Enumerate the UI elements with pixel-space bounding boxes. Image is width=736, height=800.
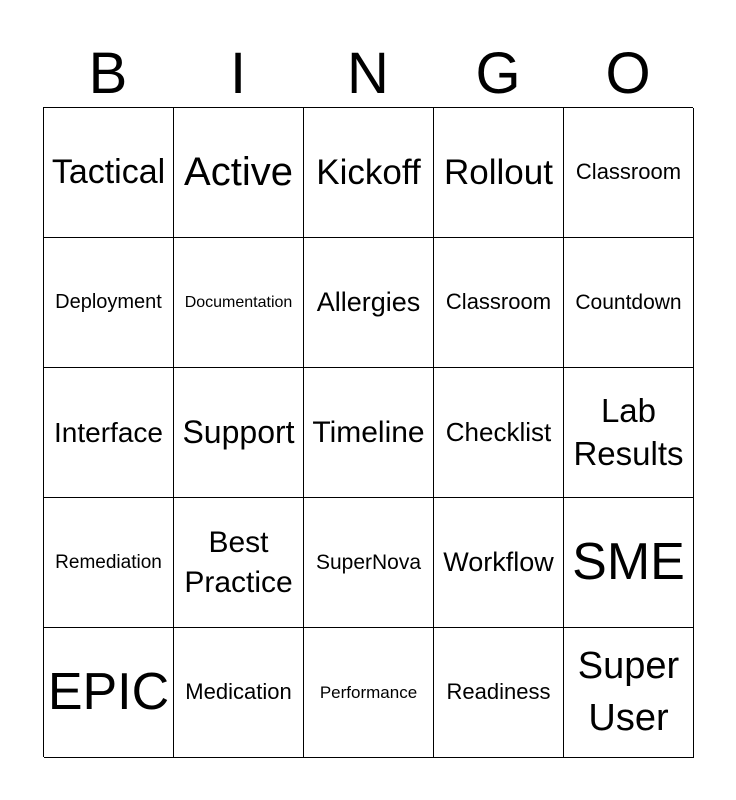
cell-label: Deployment: [55, 291, 162, 314]
bingo-cell[interactable]: [434, 628, 564, 758]
cell-label: Classroom: [445, 289, 552, 315]
bingo-cell[interactable]: [304, 628, 434, 758]
cell-label: Medication: [185, 679, 292, 705]
cell-label: Remediation: [55, 551, 162, 573]
bingo-cell[interactable]: [434, 238, 564, 368]
bingo-cell[interactable]: [174, 498, 304, 628]
cell-label: Support: [182, 413, 295, 450]
bingo-cell[interactable]: [44, 498, 174, 628]
cell-label: Kickoff: [316, 152, 421, 192]
cell-label: SME: [572, 533, 685, 592]
header-letter-n: N: [347, 41, 389, 106]
cell-label: Timeline: [312, 415, 425, 449]
bingo-cell[interactable]: [44, 628, 174, 758]
bingo-cell[interactable]: [564, 238, 694, 368]
cell-label: Documentation: [184, 293, 293, 311]
cell-label: Classroom: [575, 159, 682, 185]
bingo-cell[interactable]: [304, 238, 434, 368]
bingo-cell[interactable]: [174, 368, 304, 498]
cell-label: Workflow: [443, 547, 554, 578]
bingo-cell[interactable]: [304, 108, 434, 238]
bingo-cell[interactable]: [174, 108, 304, 238]
cell-label: Active: [184, 150, 293, 195]
cell-label: Performance: [319, 682, 418, 702]
cell-label: Readiness: [446, 679, 551, 705]
cell-label: Interface: [54, 416, 163, 448]
cell-label: Super User: [577, 645, 680, 739]
bingo-cell[interactable]: [44, 238, 174, 368]
bingo-cell[interactable]: [434, 498, 564, 628]
cell-label: Tactical: [51, 153, 166, 192]
bingo-cell[interactable]: [44, 108, 174, 238]
cell-label: Checklist: [445, 416, 552, 447]
cell-label: EPIC: [47, 663, 170, 722]
bingo-cell[interactable]: [434, 368, 564, 498]
bingo-cell[interactable]: [564, 368, 694, 498]
bingo-cell[interactable]: [434, 108, 564, 238]
cell-label: Lab Results: [573, 391, 684, 472]
bingo-header: [43, 40, 693, 108]
bingo-cell[interactable]: [564, 628, 694, 758]
bingo-cell[interactable]: [174, 628, 304, 758]
bingo-cell[interactable]: [564, 108, 694, 238]
header-letter-o: O: [605, 41, 651, 106]
bingo-cell[interactable]: [174, 238, 304, 368]
cell-label: Allergies: [316, 287, 421, 318]
bingo-cell[interactable]: [304, 368, 434, 498]
cell-label: SuperNova: [315, 550, 422, 574]
bingo-cell[interactable]: [44, 368, 174, 498]
bingo-cell[interactable]: [564, 498, 694, 628]
header-letter-g: G: [475, 41, 521, 106]
header-letter-b: B: [88, 41, 128, 106]
bingo-board: [43, 107, 693, 757]
cell-label: Rollout: [444, 152, 553, 192]
cell-label: Countdown: [575, 290, 682, 314]
cell-label: Best Practice: [184, 525, 293, 599]
header-letter-i: I: [229, 41, 247, 106]
bingo-cell[interactable]: [304, 498, 434, 628]
